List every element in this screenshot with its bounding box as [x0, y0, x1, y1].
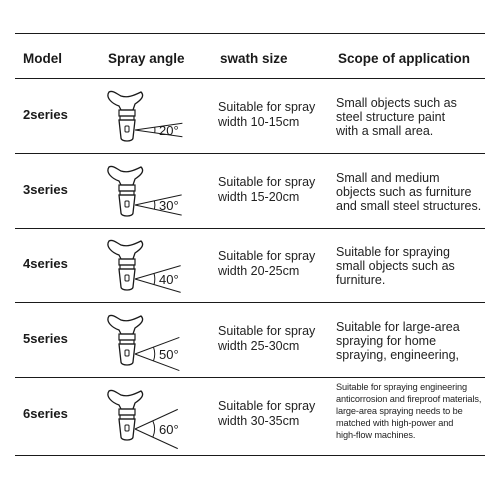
model-label: 2series [23, 107, 68, 122]
row-divider [15, 153, 485, 154]
row-divider [15, 228, 485, 229]
model-label: 3series [23, 182, 68, 197]
model-label: 6series [23, 406, 68, 421]
spray-tip-icon [103, 161, 193, 231]
header-swath-size: swath size [220, 51, 288, 66]
spray-tip-icon [103, 385, 193, 455]
scope-text: Suitable for large-area spraying for home spraying, engineering, [336, 320, 460, 362]
angle-label: 20° [159, 123, 179, 138]
model-label: 4series [23, 256, 68, 271]
scope-text: Suitable for spraying engineering anticorrosion and fireproof materials, large-area spraying needs to be matched with high-power and high-flow machines. [336, 382, 482, 440]
spray-tip-diagram [103, 161, 193, 231]
header-model: Model [23, 51, 62, 66]
header-scope: Scope of application [338, 51, 471, 66]
spray-tip-icon [103, 310, 193, 380]
swath-text: Suitable for spray width 10-15cm [218, 100, 316, 129]
swath-text: Suitable for spray width 20-25cm [218, 249, 316, 278]
row-divider [15, 302, 485, 303]
angle-label: 50° [159, 347, 179, 362]
header-spray-angle: Spray angle [108, 51, 185, 66]
spray-tip-diagram [103, 385, 193, 455]
table-bottom-rule [15, 455, 485, 456]
angle-label: 40° [159, 272, 179, 287]
scope-text: Small and medium objects such as furniture and small steel structures. [336, 171, 482, 213]
spray-tip-diagram [103, 235, 193, 305]
angle-label: 60° [159, 422, 179, 437]
spray-tip-icon [103, 86, 193, 156]
spray-tip-diagram [103, 86, 193, 156]
swath-text: Suitable for spray width 30-35cm [218, 399, 316, 428]
swath-text: Suitable for spray width 25-30cm [218, 324, 316, 353]
table-top-rule [15, 33, 485, 34]
scope-text: Small objects such as steel structure paint with a small area. [336, 96, 457, 138]
row-divider [15, 377, 485, 378]
scope-text: Suitable for spraying small objects such as furniture. [336, 245, 455, 287]
header-bottom-rule [15, 78, 485, 79]
angle-label: 30° [159, 198, 179, 213]
model-label: 5series [23, 331, 68, 346]
spray-tip-icon [103, 235, 193, 305]
swath-text: Suitable for spray width 15-20cm [218, 175, 316, 204]
spray-tip-diagram [103, 310, 193, 380]
